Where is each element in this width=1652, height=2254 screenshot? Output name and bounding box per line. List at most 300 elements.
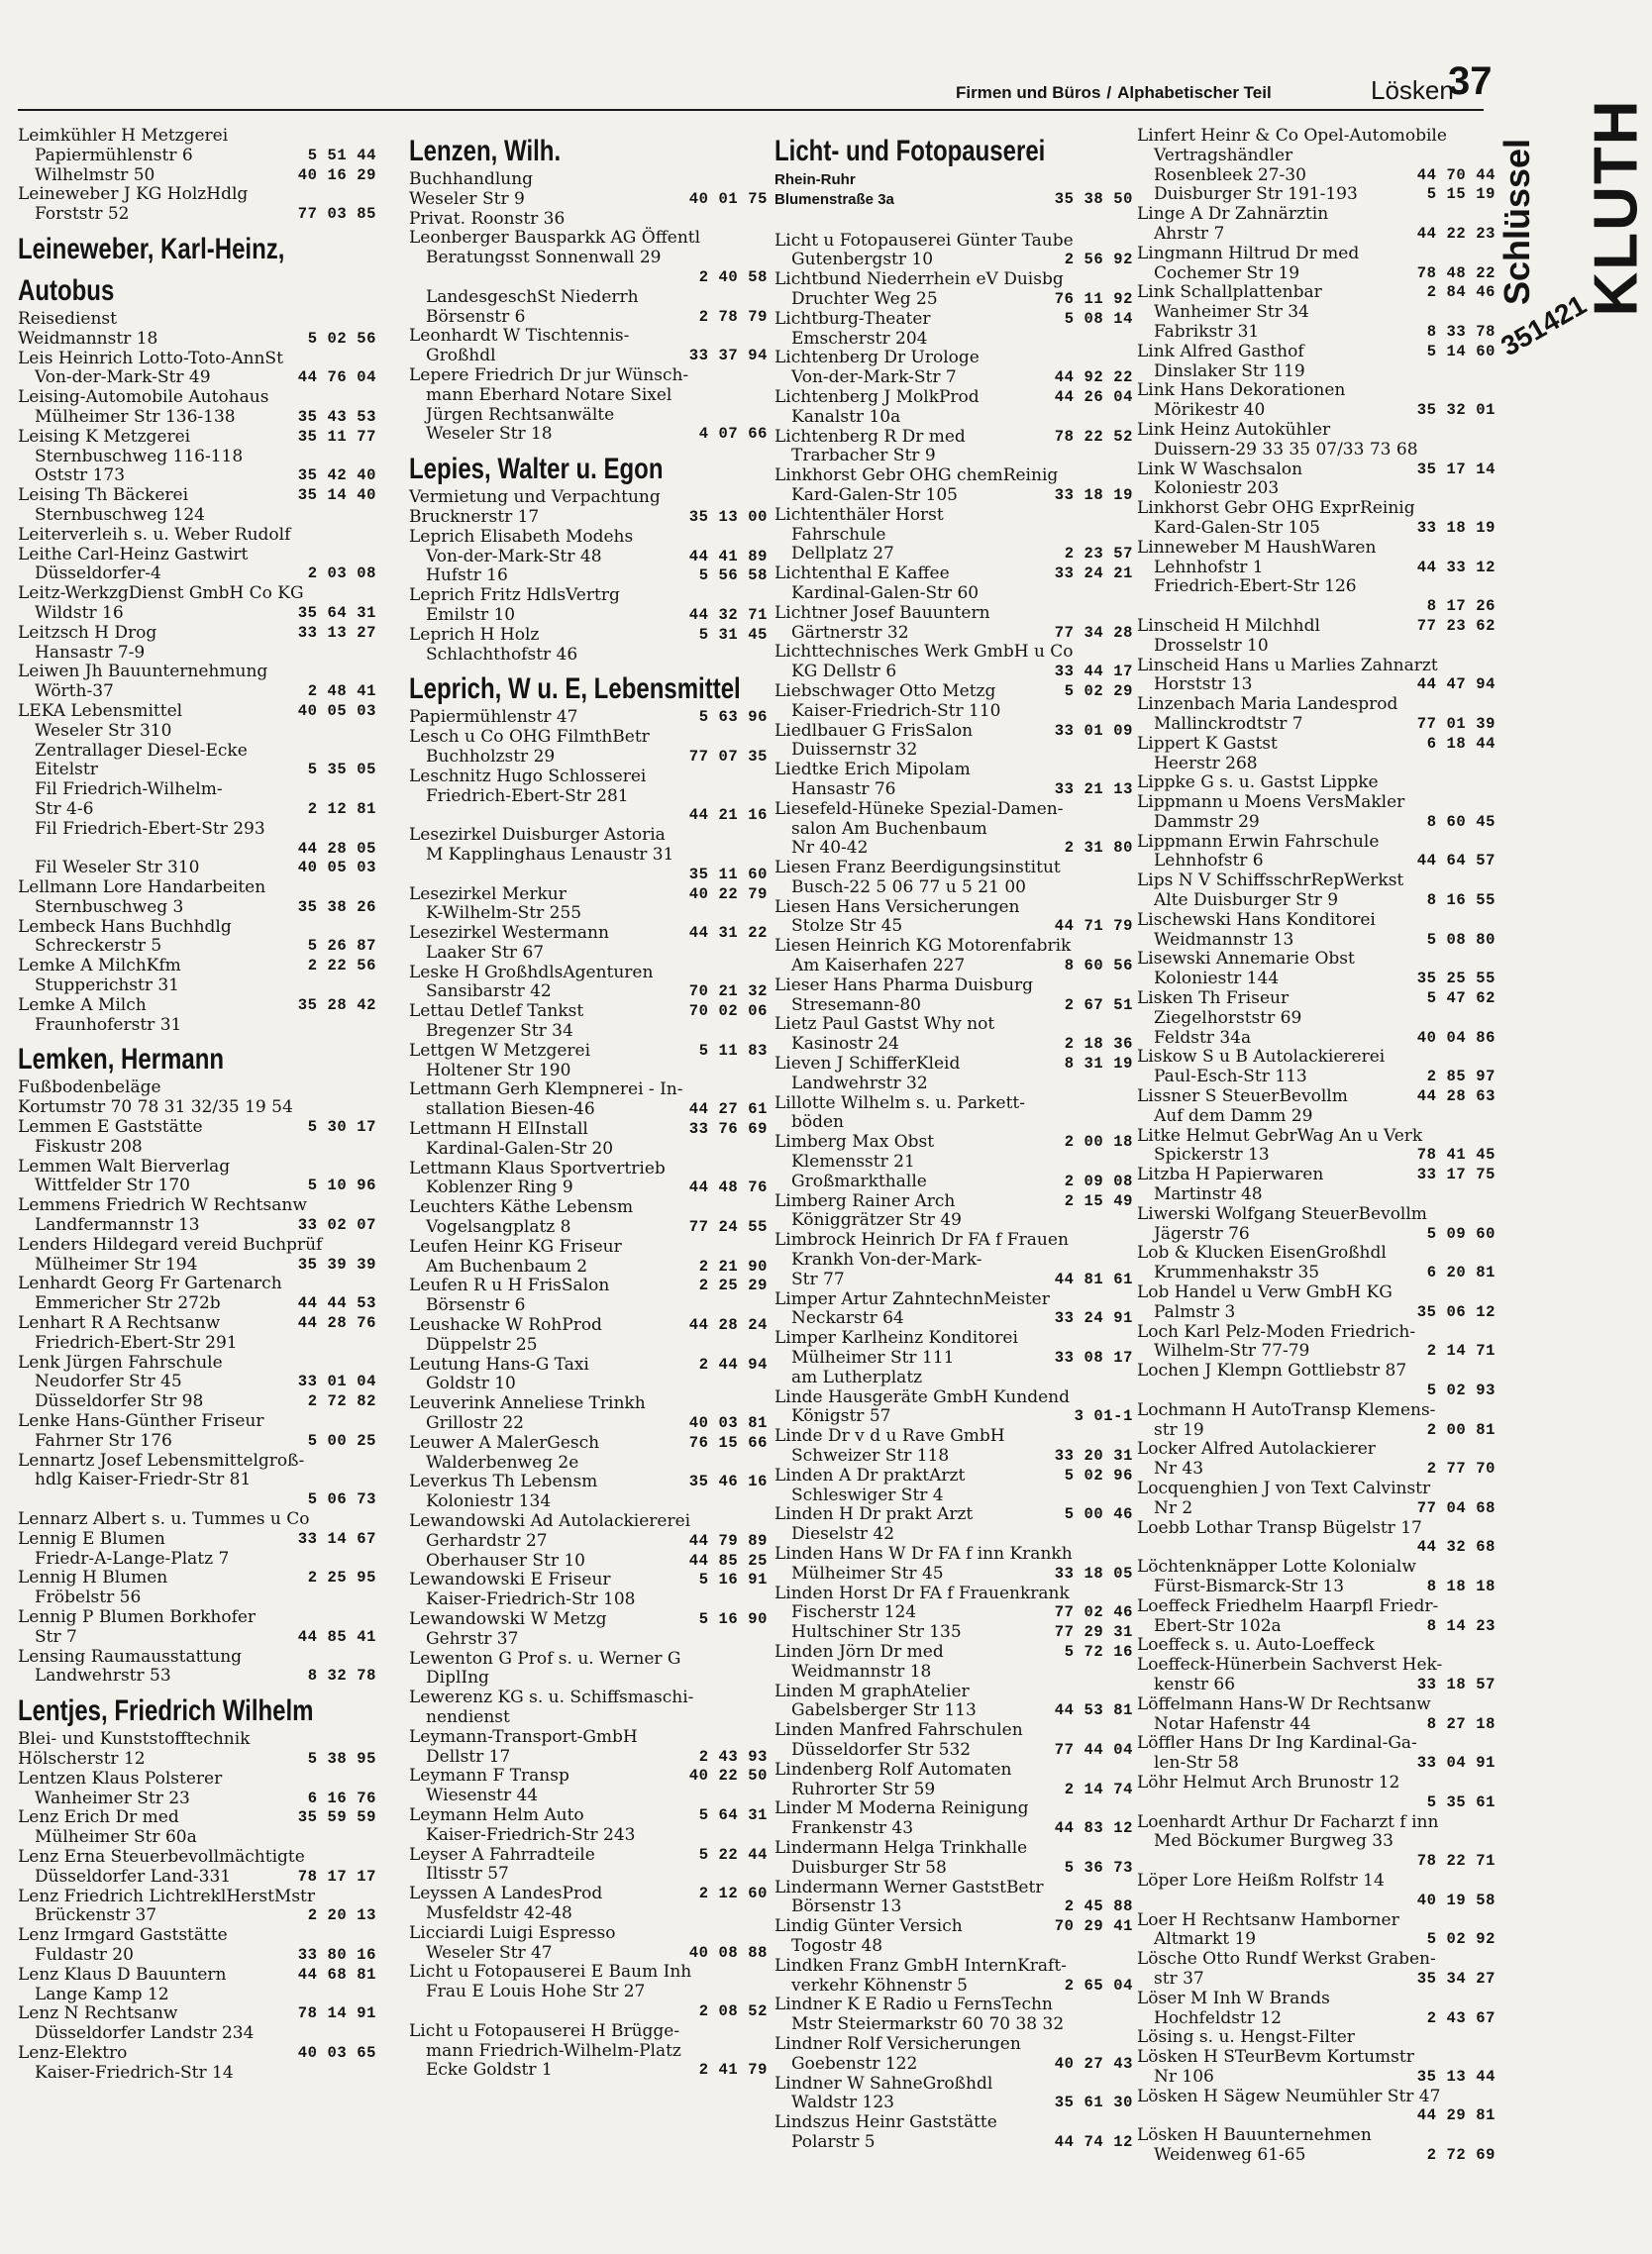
entry-line: Nr 106 [1137, 2066, 1214, 2087]
directory-entry [1137, 461, 1496, 480]
phone-number: 5 35 05 [307, 761, 376, 779]
entry-line: Leis Heinrich Lotto-Toto-AnnSt [18, 348, 283, 368]
directory-entry [774, 937, 1133, 976]
entry-line: Sternbuschweg 116-118 [18, 446, 244, 466]
directory-entry [409, 1277, 768, 1296]
directory-entry [409, 1434, 768, 1454]
phone-number: 33 04 91 [1416, 1754, 1496, 1773]
phone-number: 44 81 61 [1054, 1270, 1133, 1288]
directory-entry [409, 1316, 768, 1336]
directory-column-3 [774, 127, 1133, 2153]
phone-number: 33 14 67 [297, 1529, 376, 1548]
entry-line: Loeffeck s. u. Auto-Loeffeck [1137, 1635, 1375, 1656]
directory-entry [18, 878, 376, 918]
entry-line: Fröbelstr 56 [18, 1588, 142, 1608]
directory-entry [1137, 127, 1496, 185]
phone-number: 2 03 08 [307, 564, 376, 583]
directory-entry [18, 1196, 376, 1236]
phone-number: 2 12 60 [698, 1885, 768, 1903]
directory-entry [18, 1412, 376, 1452]
directory-entry [1137, 1558, 1496, 1597]
entry-line: Löffler Hans Dr Ing Kardinal-Ga- [1137, 1733, 1417, 1754]
directory-entry [409, 1924, 768, 1964]
entry-line: Licht u Fotopauserei H Brügge- [409, 2020, 680, 2041]
directory-entry [409, 1552, 768, 1572]
entry-line: Lindner Rolf Versicherungen [774, 2033, 1021, 2054]
entry-line: Lenk Jürgen Fahrschule [18, 1352, 223, 1373]
entry-line: Frau E Louis Hohe Str 27 [409, 1982, 646, 2002]
phone-number: 2 48 41 [307, 682, 376, 701]
phone-number: 44 29 81 [1416, 2106, 1496, 2125]
entry-line: Lettmann Klaus Sportvertrieb [409, 1158, 666, 1178]
entry-line: Emmericher Str 272b [18, 1293, 221, 1314]
entry-line: Leprich H Holz [409, 624, 540, 645]
entry-line: Lichtenberg J MolkProd [774, 386, 980, 407]
directory-entry [1137, 911, 1496, 951]
directory-entry [1137, 1813, 1496, 1853]
directory-entry [1137, 1127, 1496, 1167]
phone-number: 2 40 58 [698, 267, 768, 286]
entry-line: Leitzsch H Drog [18, 622, 157, 643]
entry-line: Nr 2 [1137, 1497, 1193, 1518]
phone-number: 2 14 74 [1064, 1780, 1133, 1798]
entry-line: Locker Alfred Autolackierer [1137, 1439, 1376, 1460]
bold-entry-heading: Leprich, W u. E, Lebensmittel [409, 672, 741, 706]
entry-line: Jägerstr 76 [1137, 1223, 1250, 1244]
entry-line: Kanalstr 10a [774, 406, 901, 427]
directory-entry [409, 1042, 768, 1062]
entry-line: Löffelmann Hans-W Dr Rechtsanw [1137, 1693, 1431, 1714]
phone-number: 77 29 31 [1054, 1623, 1133, 1642]
entry-line: Limberg Rainer Arch [774, 1190, 956, 1211]
phone-number: 35 42 40 [297, 466, 376, 485]
page-header [0, 0, 1620, 111]
entry-line: Lichtenberg R Dr med [774, 426, 966, 447]
entry-line: Emscherstr 204 [774, 328, 928, 349]
directory-entry [18, 1452, 376, 1491]
directory-entry [1137, 1793, 1496, 1813]
directory-entry [1137, 2048, 1496, 2088]
entry-line: Weidmannstr 13 [1137, 929, 1294, 950]
directory-entry [18, 546, 376, 585]
directory-entry [18, 1966, 376, 1986]
directory-entry [774, 1133, 1133, 1153]
header-rule [18, 109, 1484, 111]
entry-line: Lensing Raumausstattung [18, 1646, 243, 1667]
entry-line: Leuverink Anneliese Trinkh [409, 1393, 646, 1414]
entry-line: Leymann F Transp [409, 1766, 569, 1787]
directory-entry [774, 1388, 1133, 1428]
phone-number: 6 18 44 [1426, 734, 1496, 753]
entry-line: Leprich Elisabeth Modehs [409, 526, 634, 547]
entry-line: Lichtenthäler Horst [774, 504, 944, 525]
entry-line: Link Heinz Autokühler [1137, 419, 1331, 440]
entry-line: Buchholzstr 29 [409, 746, 556, 767]
directory-entry [409, 1120, 768, 1140]
directory-entry [18, 780, 376, 820]
entry-line: Löhr Helmut Arch Brunostr 12 [1137, 1772, 1400, 1793]
entry-line: Blumenstraße 3a [774, 190, 894, 208]
entry-line: Weidmannstr 18 [18, 328, 158, 349]
entry-line: Goebenstr 122 [774, 2053, 918, 2074]
entry-line: Papiermühlenstr 47 [409, 707, 578, 728]
entry-line: Lindig Günter Versich [774, 1916, 963, 1937]
phone-number: 5 63 96 [698, 708, 768, 727]
bold-entry-heading: Autobus [18, 273, 115, 307]
phone-number: 2 43 67 [1426, 2008, 1496, 2027]
phone-number: 2 43 93 [698, 1747, 768, 1766]
directory-entry [409, 1198, 768, 1238]
directory-entry [1137, 2028, 1496, 2048]
phone-number: 44 79 89 [688, 1531, 768, 1550]
entry-line: Druchter Weg 25 [774, 288, 938, 309]
entry-line: Stupperichstr 31 [18, 975, 180, 996]
directory-entry [409, 1689, 768, 1728]
entry-line: Emilstr 10 [409, 604, 516, 625]
entry-line: Loenhardt Arthur Dr Facharzt f inn [1137, 1811, 1439, 1832]
directory-entry [409, 1022, 768, 1042]
entry-line: Wilhelmstr 50 [18, 164, 155, 185]
directory-entry [774, 270, 1133, 310]
directory-entry [409, 327, 768, 366]
entry-line: Löper Lore Heißm Rolfstr 14 [1137, 1870, 1385, 1891]
entry-line: Drosselstr 10 [1137, 635, 1269, 656]
entry-line: Linden H Dr prakt Arzt [774, 1504, 974, 1525]
phone-number: 33 76 69 [688, 1120, 768, 1139]
directory-entry [1137, 381, 1496, 421]
directory-entry [774, 859, 1133, 898]
entry-line: Fil Friedrich-Wilhelm- [18, 779, 223, 800]
entry-line: Königgrätzer Str 49 [774, 1210, 962, 1231]
phone-number: 33 20 31 [1054, 1447, 1133, 1465]
directory-entry [18, 1138, 376, 1158]
entry-line: Friedr-A-Lange-Platz 7 [18, 1548, 230, 1569]
entry-line: Papiermühlenstr 6 [18, 145, 193, 165]
entry-line: Lenke Hans-Günther Friseur [18, 1411, 264, 1432]
phone-number: 5 11 83 [698, 1041, 768, 1060]
directory-entry [18, 1118, 376, 1138]
phone-number: 44 27 61 [688, 1100, 768, 1119]
directory-entry [774, 584, 1133, 604]
entry-line: Lindner W SahneGroßhdl [774, 2073, 993, 2094]
entry-line: Limper Karlheinz Konditorei [774, 1328, 1018, 1349]
directory-entry [774, 604, 1133, 644]
entry-line: Stresemann-80 [774, 994, 921, 1015]
entry-line: Lichtenberg Dr Urologe [774, 348, 980, 368]
directory-entry [18, 663, 376, 702]
directory-entry [774, 800, 1133, 859]
phone-number: 8 33 78 [1426, 322, 1496, 341]
entry-line: Wilhelm-Str 77-79 [1137, 1341, 1310, 1362]
entry-line: Dammstr 29 [1137, 811, 1260, 832]
directory-entry [774, 1917, 1133, 1937]
entry-line: Wildstr 16 [18, 602, 124, 623]
entry-line: Weseler Str 310 [18, 720, 172, 741]
entry-line: Lenhart R A Rechtsanw [18, 1313, 221, 1334]
entry-line: Lochmann H AutoTransp Klemens- [1137, 1399, 1436, 1420]
entry-line: Loeffeck-Hünerbein Sachverst Hek- [1137, 1655, 1443, 1676]
directory-entry [774, 1231, 1133, 1289]
phone-number: 2 25 29 [698, 1277, 768, 1295]
directory-entry [18, 1588, 376, 1608]
entry-line: Lemmens Friedrich W Rechtsanw [18, 1195, 307, 1216]
directory-entry [1137, 597, 1496, 617]
phone-number: 33 18 05 [1054, 1564, 1133, 1583]
entry-line: Liskow S u B Autolackiererei [1137, 1047, 1386, 1068]
directory-entry [774, 506, 1133, 564]
entry-line: Linfert Heinr & Co Opel-Automobile [1137, 126, 1447, 146]
directory-entry [1137, 185, 1496, 205]
phone-number: 2 21 90 [698, 1257, 768, 1276]
directory-entry [1137, 1519, 1496, 1539]
directory-entry [1137, 1166, 1496, 1185]
entry-line: Weidmannstr 18 [774, 1661, 932, 1682]
phone-number: 2 67 51 [1064, 995, 1133, 1014]
entry-line: hdlg Kaiser-Friedr-Str 81 [18, 1470, 252, 1490]
entry-line: Cochemer Str 19 [1137, 262, 1300, 283]
phone-number: 5 09 60 [1426, 1224, 1496, 1243]
entry-line: Liesen Hans Versicherungen [774, 896, 1020, 917]
directory-entry [18, 1550, 376, 1570]
entry-line: Neudorfer Str 45 [18, 1372, 182, 1392]
entry-line: Neckarstr 64 [774, 1308, 904, 1329]
phone-number: 44 26 04 [1054, 387, 1133, 406]
entry-line: Hufstr 16 [409, 565, 508, 586]
directory-entry [1137, 1009, 1496, 1049]
entry-line: Hultschiner Str 135 [774, 1622, 962, 1643]
phone-number: 77 01 39 [1416, 714, 1496, 733]
entry-line: Lennarz Albert s. u. Tummes u Co [18, 1509, 310, 1529]
directory-entry [18, 2044, 376, 2064]
phone-number: 4 07 66 [698, 425, 768, 444]
phone-number: 2 09 08 [1064, 1172, 1133, 1190]
directory-entry [409, 1002, 768, 1022]
entry-line: Forststr 52 [18, 204, 130, 225]
directory-entry [1137, 479, 1496, 499]
entry-line: Leimkühler H Metzgerei [18, 126, 229, 146]
phone-number: 35 46 16 [688, 1473, 768, 1491]
entry-line: Lesch u Co OHG FilmthBetr [409, 727, 650, 748]
directory-entry [18, 1334, 376, 1354]
entry-line: Lösche Otto Rundf Werkst Graben- [1137, 1949, 1436, 1970]
directory-entry [1137, 950, 1496, 989]
entry-line: Trarbacher Str 9 [774, 446, 936, 466]
phone-number: 33 24 21 [1054, 564, 1133, 583]
directory-entry [18, 1016, 376, 1036]
directory-entry [18, 1770, 376, 1809]
directory-entry [18, 310, 376, 350]
directory-entry [1137, 577, 1496, 597]
entry-line: böden [774, 1112, 845, 1133]
directory-entry [774, 466, 1133, 506]
phone-number: 6 16 76 [307, 1789, 376, 1807]
phone-number: 5 00 46 [1064, 1505, 1133, 1524]
directory-entry [774, 1585, 1133, 1624]
entry-line: Leyssen A LandesProd [409, 1884, 603, 1904]
phone-number: 2 23 57 [1064, 545, 1133, 564]
phone-number: 76 11 92 [1054, 289, 1133, 308]
entry-line: Lichtner Josef Bauuntern [774, 602, 990, 623]
phone-number: 35 34 27 [1416, 1969, 1496, 1988]
entry-line: Kaiser-Friedrich-Str 110 [774, 700, 1001, 721]
entry-line: Lichtbund Niederrhein eV Duisbg [774, 269, 1064, 290]
directory-entry [1137, 1401, 1496, 1441]
phone-number: 77 44 04 [1054, 1740, 1133, 1759]
phone-number: 40 22 79 [688, 884, 768, 903]
phone-number: 33 18 19 [1416, 518, 1496, 537]
entry-line: Mülheimer Str 60a [18, 1827, 197, 1848]
directory-entry [18, 1926, 376, 1966]
directory-entry [774, 1094, 1133, 1134]
entry-line: Lissner S SteuerBevollm [1137, 1086, 1348, 1107]
entry-line: str 37 [1137, 1968, 1204, 1989]
entry-line: Martinstr 48 [1137, 1184, 1263, 1205]
entry-line: kenstr 66 [1137, 1674, 1236, 1694]
phone-number: 77 02 46 [1054, 1603, 1133, 1622]
directory-entry [18, 918, 376, 958]
directory-entry [774, 1486, 1133, 1506]
directory-entry [1137, 1774, 1496, 1793]
entry-line: Sternbuschweg 124 [18, 504, 205, 525]
entry-line: Lenders Hildegard vereid Buchprüf [18, 1234, 323, 1255]
directory-entry [18, 428, 376, 448]
directory-entry [409, 924, 768, 944]
entry-line: Altmarkt 19 [1137, 1929, 1257, 1950]
entry-line: Kardinal-Galen-Str 20 [409, 1138, 614, 1159]
entry-line: Fraunhoferstr 31 [18, 1014, 182, 1035]
directory-entry [774, 1369, 1133, 1388]
directory-entry [18, 584, 376, 624]
phone-number: 70 21 32 [688, 982, 768, 1001]
entry-line: Lewandowski E Friseur [409, 1570, 611, 1590]
directory-entry [1137, 1892, 1496, 1911]
ad-word-kluth: KLUTH [1582, 98, 1651, 317]
directory-entry [409, 1238, 768, 1278]
entry-line: Goldstr 10 [409, 1374, 516, 1394]
entry-line: Lellmann Lore Handarbeiten [18, 877, 266, 898]
phone-number: 2 41 79 [698, 2061, 768, 2080]
entry-line: Brückenstr 37 [18, 1905, 157, 1926]
directory-entry [409, 1787, 768, 1806]
directory-entry [1137, 637, 1496, 657]
phone-number: 78 22 71 [1416, 1852, 1496, 1871]
directory-entry [409, 1062, 768, 1081]
phone-number: 44 64 57 [1416, 852, 1496, 871]
entry-line: Mülheimer Str 45 [774, 1563, 944, 1584]
entry-line: Friedrich-Ebert-Str 291 [18, 1332, 238, 1353]
entry-line: Mstr Steiermarkstr 60 70 38 32 [774, 2014, 1065, 2035]
entry-line: Liesen Franz Beerdigungsinstitut [774, 858, 1061, 878]
phone-number: 35 28 42 [297, 995, 376, 1014]
entry-line: Kard-Galen-Str 105 [774, 484, 958, 505]
directory-entry [774, 682, 1133, 702]
entry-line: Hansastr 76 [774, 778, 896, 799]
phone-number: 5 72 16 [1064, 1642, 1133, 1661]
entry-line: Loch Karl Pelz-Moden Friedrich- [1137, 1321, 1416, 1342]
phone-number: 5 38 95 [307, 1749, 376, 1768]
entry-line: Lentzen Klaus Polsterer [18, 1768, 223, 1789]
entry-line: Lippert K Gastst [1137, 733, 1278, 754]
entry-line: Nr 43 [1137, 1459, 1204, 1480]
entry-line: Lewerenz KG s. u. Schiffsmaschi- [409, 1688, 694, 1708]
entry-line: Koloniestr 134 [409, 1491, 552, 1512]
phone-number: 44 28 63 [1416, 1087, 1496, 1106]
entry-line: Kard-Galen-Str 105 [1137, 517, 1320, 538]
directory-entry [774, 1525, 1133, 1545]
entry-line: Auf dem Damm 29 [1137, 1105, 1313, 1126]
phone-number: 40 08 88 [688, 1943, 768, 1962]
entry-line: Fischerstr 124 [774, 1602, 917, 1623]
entry-line: LEKA Lebensmittel [18, 700, 183, 721]
phone-number: 5 15 19 [1426, 185, 1496, 204]
directory-entry [774, 1799, 1133, 1839]
directory-entry [409, 768, 768, 807]
directory-entry [774, 447, 1133, 466]
entry-line: Liwerski Wolfgang SteuerBevollm [1137, 1203, 1427, 1224]
directory-entry [18, 820, 376, 840]
entry-line: Dieselstr 42 [774, 1524, 895, 1545]
directory-entry [409, 728, 768, 768]
entry-line: Busch-22 5 06 77 u 5 21 00 [774, 876, 1026, 897]
entry-line: Linscheid H Milchhdl [1137, 615, 1320, 636]
entry-line: Linden Horst Dr FA f Frauenkrank [774, 1583, 1070, 1603]
entry-line: Zentrallager Diesel-Ecke [18, 740, 248, 761]
phone-number: 44 28 05 [297, 839, 376, 858]
directory-entry [1137, 989, 1496, 1009]
directory-entry [1137, 1048, 1496, 1087]
phone-number: 2 56 92 [1064, 251, 1133, 269]
entry-line: Palmstr 3 [1137, 1301, 1236, 1322]
directory-entry [409, 268, 768, 288]
directory-column-2 [409, 127, 768, 2081]
bold-entry-heading: Lepies, Walter u. Egon [409, 453, 664, 486]
directory-column-4 [1137, 127, 1496, 2166]
directory-entry [409, 566, 768, 586]
directory-entry [409, 2022, 768, 2081]
entry-line: Buchhandlung [409, 169, 534, 189]
phone-number: 5 10 96 [307, 1177, 376, 1195]
entry-line: Jürgen Rechtsanwälte [409, 404, 615, 425]
directory-entry [774, 741, 1133, 761]
phone-number: 44 85 25 [688, 1551, 768, 1570]
directory-entry [1137, 1695, 1496, 1735]
entry-line: Lenhardt Georg Fr Gartenarch [18, 1274, 282, 1294]
entry-line: Von-der-Mark-Str 7 [774, 367, 957, 388]
entry-line: Loebb Lothar Transp Bügelstr 17 [1137, 1517, 1422, 1538]
phone-number: 5 06 73 [307, 1490, 376, 1509]
directory-entry [774, 1505, 1133, 1525]
phone-number: 35 13 44 [1416, 2067, 1496, 2086]
phone-number: 40 05 03 [297, 859, 376, 877]
entry-line: Leushacke W RohProd [409, 1315, 602, 1336]
directory-entry [1137, 303, 1496, 343]
entry-line: Leymann-Transport-GmbH [409, 1726, 638, 1747]
phone-number: 3 01-1 [1074, 1407, 1133, 1426]
entry-line: Gutenbergstr 10 [774, 250, 934, 270]
directory-entry [409, 806, 768, 826]
entry-line: Düsseldorfer-4 [18, 564, 161, 584]
entry-line: Feldstr 34a [1137, 1027, 1252, 1048]
phone-number: 2 84 46 [1426, 283, 1496, 302]
entry-line: Leising Th Bäckerei [18, 485, 189, 506]
entry-line: Lemke A Milch [18, 994, 147, 1015]
directory-entry [1137, 1382, 1496, 1401]
phone-number: 40 19 58 [1416, 1891, 1496, 1909]
directory-entry [409, 1865, 768, 1885]
directory-entry [409, 1394, 768, 1434]
directory-entry [409, 210, 768, 230]
entry-line: Lemmen Walt Bierverlag [18, 1156, 231, 1177]
